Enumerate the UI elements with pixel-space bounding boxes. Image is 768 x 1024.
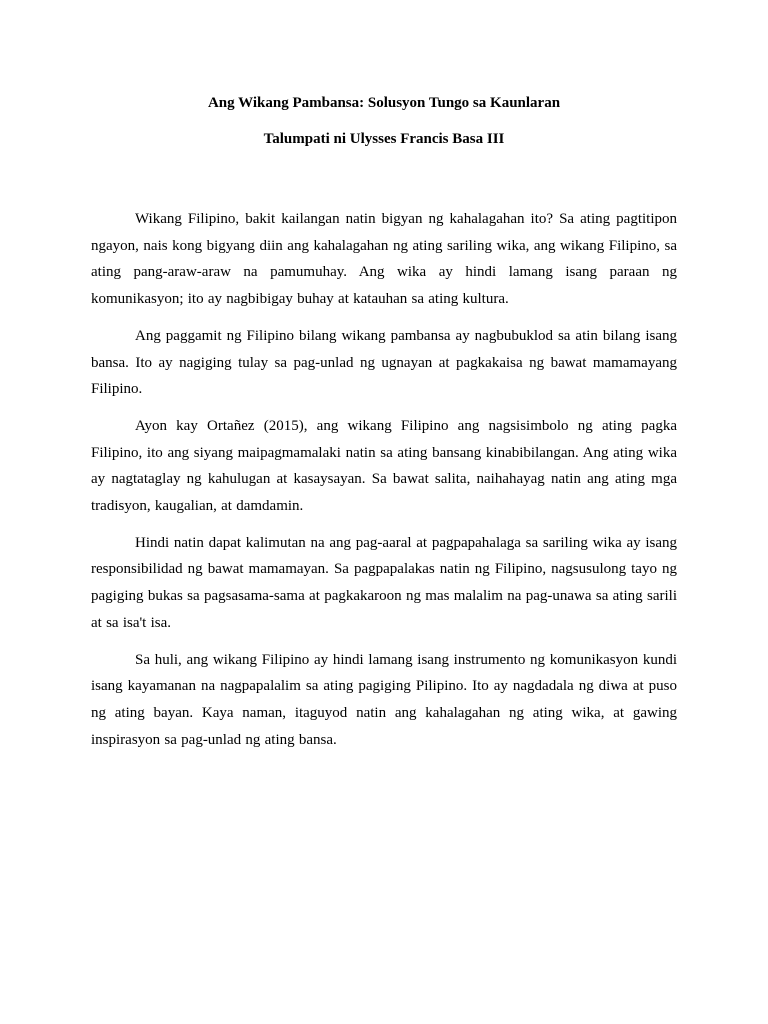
- paragraph-2: Ang paggamit ng Filipino bilang wikang pambansa ay nagbubuklod sa atin bilang isang bansa. Ito ay nagiging tulay sa pag-unlad ng ugnayan at pagkakaisa ng bawat mamamayang Filipino.: [91, 327, 677, 398]
- document-title: Ang Wikang Pambansa: Solusyon Tungo sa Kaunlaran: [207, 95, 561, 111]
- paragraph-5: Sa huli, ang wikang Filipino ay hindi lamang isang instrumento ng komunikasyon kundi isang kayamanan na nagpapalalim sa ating pagiging Pilipino. Ito ay nagdadala ng diwa at puso ng ating bayan. Kaya naman, itaguyod natin ang kahalagahan ng ating wika, at gawing inspirasyon sa pag-unlad ng ating bansa.: [91, 651, 677, 748]
- paragraph-4: Hindi natin dapat kalimutan na ang pag-aaral at pagpapahalaga sa sariling wika ay isang responsibilidad ng bawat mamamayan. Sa pagpapalakas natin ng Filipino, nagsusulong tayo ng pagiging bukas sa pagsasama-sama at pagkakaroon ng mas malalim na pag-unawa sa ating sarili at sa isa't isa.: [91, 534, 677, 631]
- paragraph-3: Ayon kay Ortañez (2015), ang wikang Filipino ang nagsisimbolo ng ating pagka Filipino, ito ang siyang maipagmamalaki natin sa ating bansang kinabibilangan. Ang ating wika ay nagtataglay ng kahulugan at kasaysayan. Sa bawat salita, naihahayag natin ang ating mga tradisyon, kaugalian, at damdamin.: [91, 417, 677, 515]
- document-body: [91, 206, 677, 753]
- document-subtitle: Talumpati ni Ulysses Francis Basa III: [263, 131, 505, 147]
- document-content: [91, 90, 677, 763]
- paragraph-1: Wikang Filipino, bakit kailangan natin bigyan ng kahalagahan ito? Sa ating pagtitipon ngayon, nais kong bigyang diin ang kahalagahan ng ating sariling wika, ang wikang Filipino, sa ating pang-araw-araw na pamumuhay. Ang wika ay hindi lamang isang paraan ng komunikasyon; ito ay nagbibigay buhay at katauhan sa ating kultura.: [91, 211, 677, 308]
